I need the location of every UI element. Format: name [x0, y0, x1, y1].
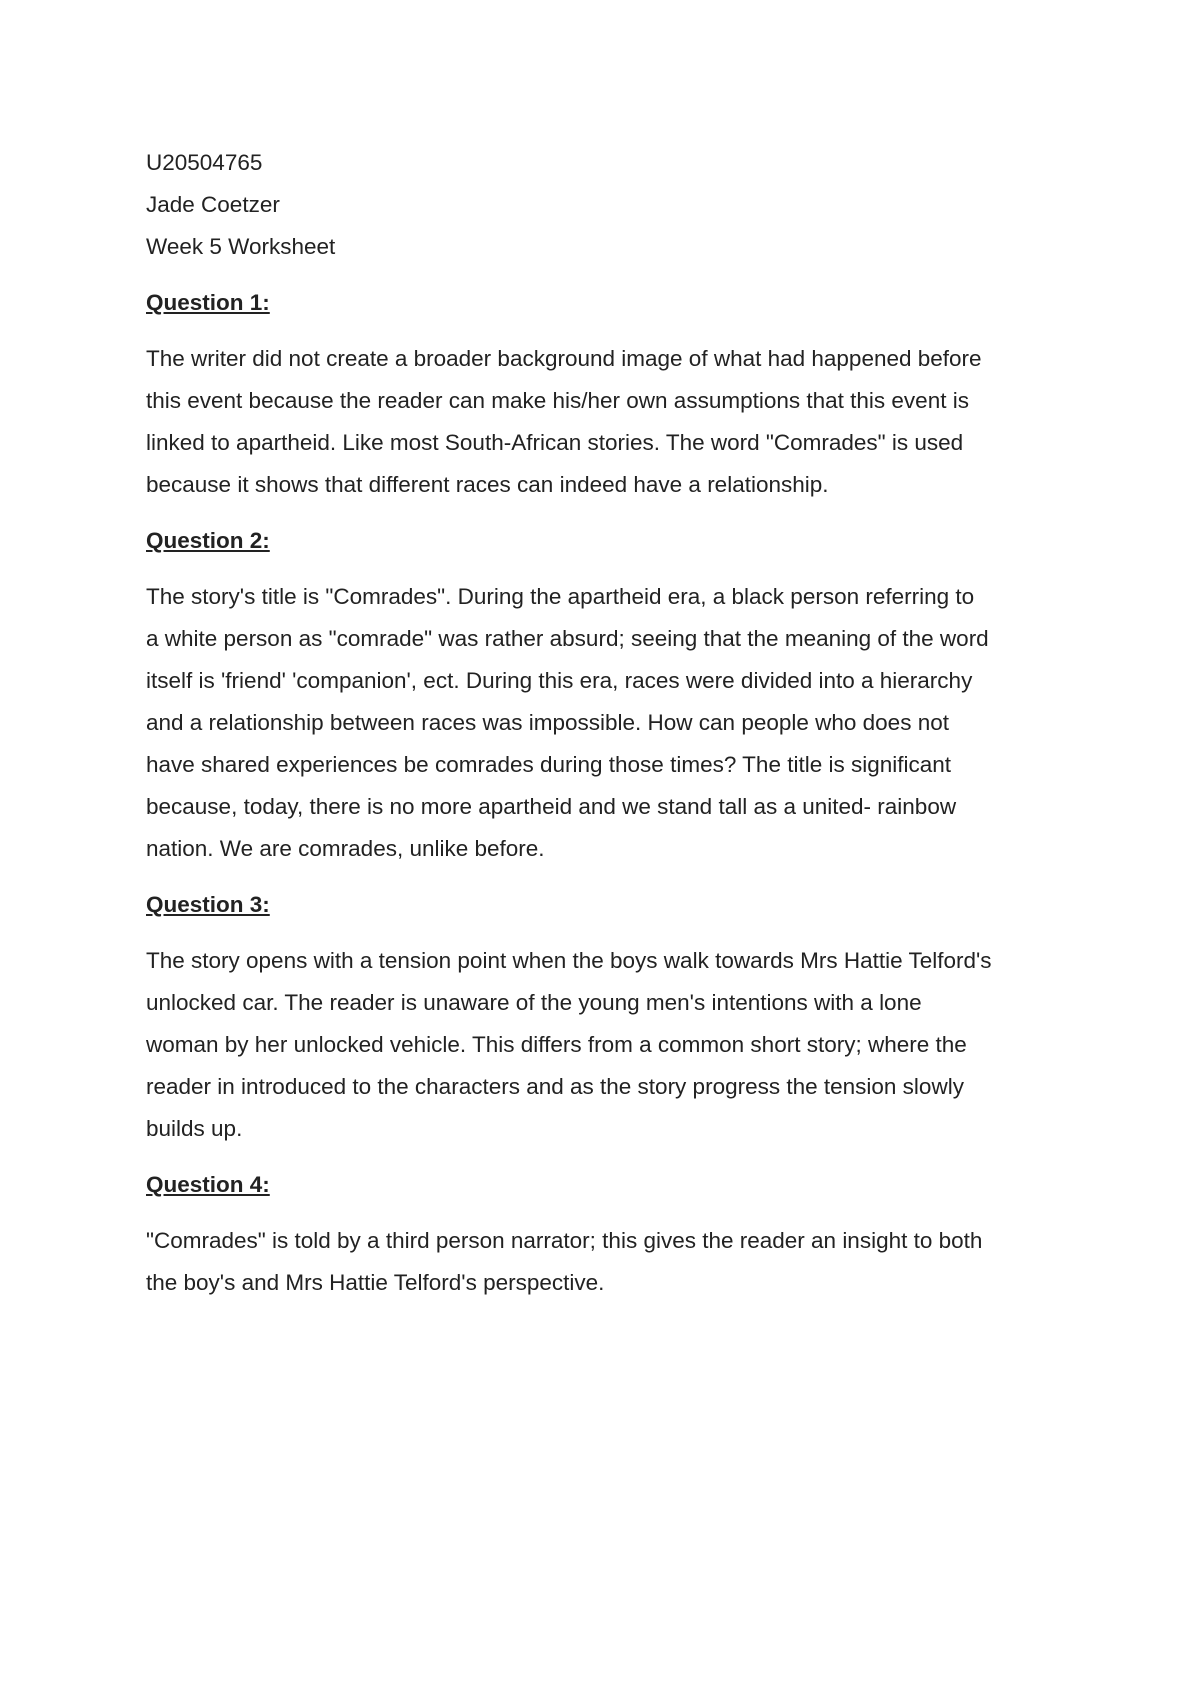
document-page — [146, 142, 1076, 1304]
question-1-answer: The writer did not create a broader background image of what had happened before this event because the reader can make his/her own assumptions that this event is linked to apartheid. Like most South-African stories. The word "Comrades" is used because it shows that different races can indeed have a relationship. — [146, 346, 982, 497]
student-number: U20504765 — [146, 150, 263, 175]
student-name: Jade Coetzer — [146, 192, 280, 217]
question-4-heading: Question 4: — [146, 1172, 270, 1197]
question-4-answer: "Comrades" is told by a third person narrator; this gives the reader an insight to both the boy's and Mrs Hattie Telford's perspective. — [146, 1228, 983, 1295]
worksheet-title: Week 5 Worksheet — [146, 234, 336, 259]
question-1-heading: Question 1: — [146, 290, 270, 315]
question-2-answer: The story's title is "Comrades". During the apartheid era, a black person referring to a white person as "comrade" was rather absurd; seeing that the meaning of the word itself is 'friend' 'companion', ect. During this era, races were divided into a hierarchy and a relationship between races was impossible. How can people who does not have shared experiences be comrades during those times? The title is significant because, today, there is no more apartheid and we stand tall as a united- rainbow nation. We are comrades, unlike before. — [146, 584, 989, 861]
question-3-answer: The story opens with a tension point when the boys walk towards Mrs Hattie Telford's unlocked car. The reader is unaware of the young men's intentions with a lone woman by her unlocked vehicle. This differs from a common short story; where the reader in introduced to the characters and as the story progress the tension slowly builds up. — [146, 948, 992, 1141]
question-2-heading: Question 2: — [146, 528, 270, 553]
question-3-heading: Question 3: — [146, 892, 270, 917]
